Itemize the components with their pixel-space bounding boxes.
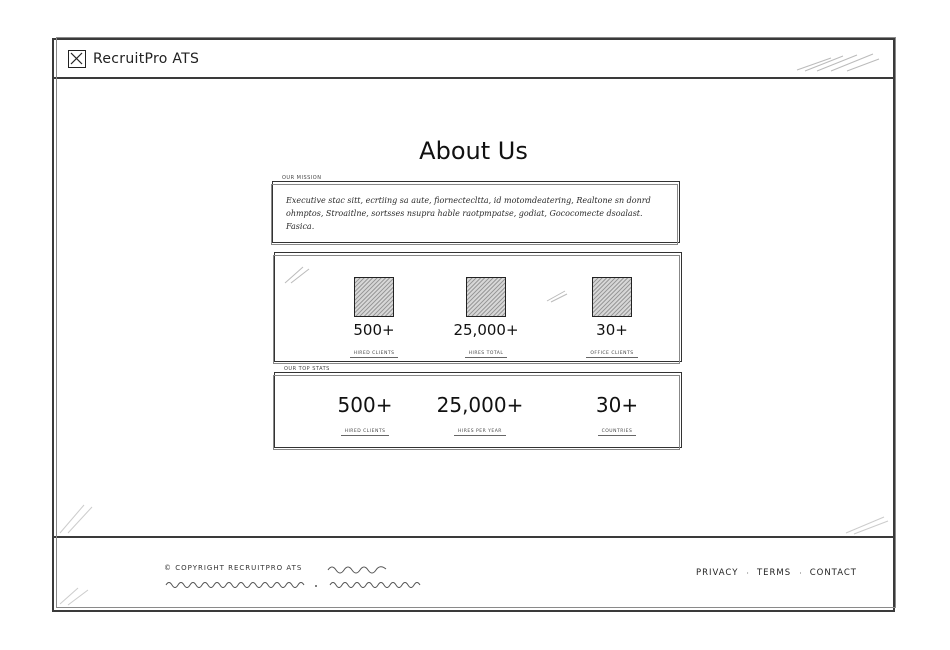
hatched-placeholder-image (466, 277, 506, 317)
link-separator: · (799, 568, 802, 578)
metrics-tag: OUR TOP STATS (281, 366, 333, 372)
sketch-hatch-decoration (844, 509, 890, 535)
scribble-decoration (326, 562, 390, 574)
stats-section (274, 252, 682, 362)
browser-frame (52, 38, 895, 612)
stat-caption: OFFICE CLIENTS (586, 351, 637, 358)
copyright-text: © COPYRIGHT RECRUITPRO ATS (164, 564, 303, 572)
hatched-placeholder-image (592, 277, 632, 317)
close-box-icon[interactable] (68, 50, 86, 68)
sketch-hatch-decoration (58, 499, 98, 535)
site-footer (54, 536, 893, 610)
scribble-decoration (164, 578, 434, 590)
stat-caption: HIRES TOTAL (465, 351, 508, 358)
app-title: RecruitPro ATS (93, 50, 200, 67)
footer-links (696, 568, 857, 578)
privacy-link[interactable]: PRIVACY (695, 568, 739, 578)
stat-caption: HIRED CLIENTS (350, 351, 399, 358)
sketch-hatch-decoration (791, 50, 881, 72)
metric-value: 30+ (595, 393, 639, 417)
metric-caption: HIRED CLIENTS (341, 429, 390, 436)
main-content (54, 79, 893, 539)
stat-value: 25,000+ (453, 321, 519, 339)
metric-value: 25,000+ (436, 393, 524, 417)
site-header (54, 40, 893, 79)
hatched-placeholder-image (354, 277, 394, 317)
mission-text: Executive stac sitt, ecrtiing sa aute, fiornectecltta, id motomdeatering, Realtone sn donrd ohmptos, Stroaitlne, sortsses nsupra hable raotpmpatse, godiat, Gococomecte dsoalast. Fasica. (286, 196, 651, 231)
metric-caption: COUNTRIES (598, 429, 637, 436)
terms-link[interactable]: TERMS (756, 568, 792, 578)
stat-item (431, 277, 541, 358)
sketch-hatch-decoration (283, 263, 313, 285)
sketch-hatch-decoration (545, 287, 569, 303)
stat-value: 30+ (596, 321, 628, 339)
sketch-hatch-decoration (58, 582, 98, 606)
stat-value: 500+ (353, 321, 395, 339)
link-separator: · (746, 568, 749, 578)
metric-value: 500+ (337, 393, 393, 417)
metric-item (305, 393, 425, 436)
metric-item (557, 393, 677, 436)
stat-item (319, 277, 429, 358)
metric-item (420, 393, 540, 436)
metrics-section (274, 366, 682, 448)
page-title: About Us (419, 137, 528, 165)
contact-link[interactable]: CONTACT (809, 568, 857, 578)
mission-tag: OUR MISSION (279, 175, 324, 181)
mission-section (272, 175, 680, 243)
metric-caption: HIRES PER YEAR (454, 429, 506, 436)
stat-item (557, 277, 667, 358)
